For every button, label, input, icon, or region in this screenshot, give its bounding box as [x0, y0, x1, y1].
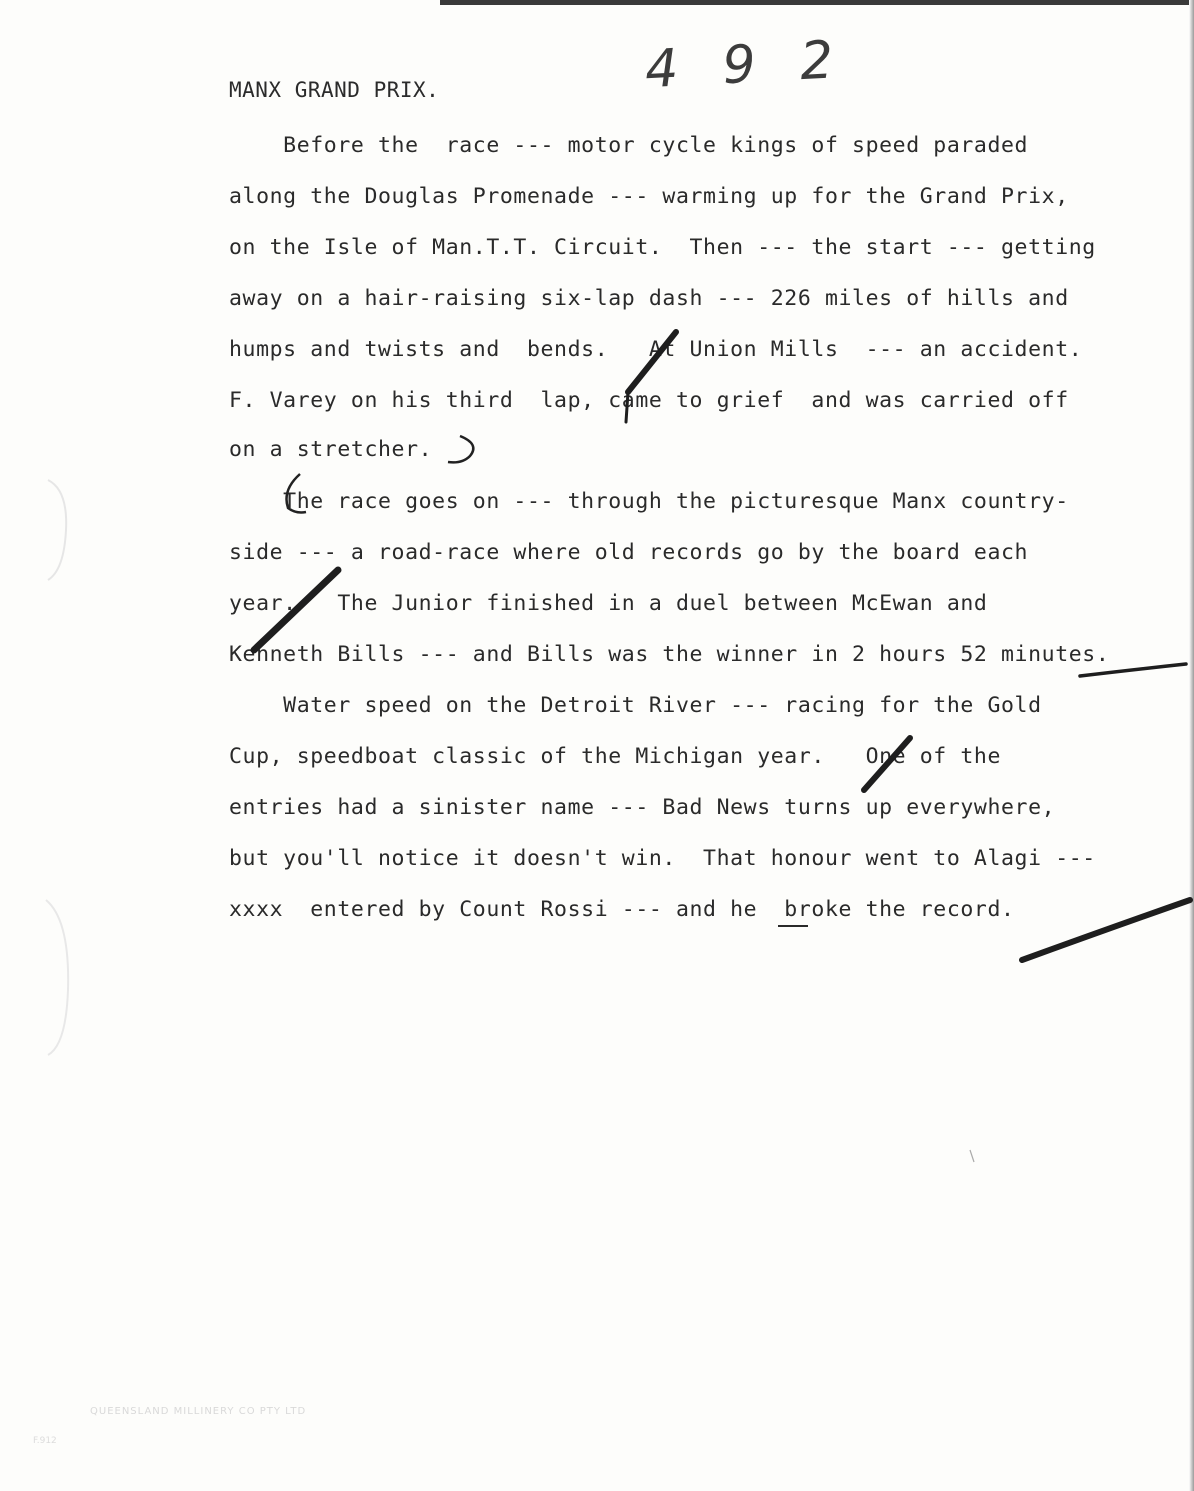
- text-line-2: along the Douglas Promenade --- warming up for the Grand Prix,: [229, 184, 1069, 209]
- binder-hole-bottom: [46, 900, 68, 1055]
- top-edge-rule: [440, 0, 1194, 5]
- form-number: F.912: [33, 1436, 57, 1446]
- text-line-4: away on a hair-raising six-lap dash --- 226 miles of hills and: [229, 286, 1069, 311]
- text-line-1: Before the race --- motor cycle kings of speed paraded: [229, 133, 1029, 158]
- bracket-close-stretcher: [448, 436, 473, 462]
- text-line-13: Cup, speedboat classic of the Michigan year. One of the: [229, 744, 1002, 769]
- text-line-10: year. The Junior finished in a duel between McEwan and: [229, 591, 988, 616]
- binder-hole-top: [48, 480, 66, 580]
- handwritten-page-number: 4 9 2: [643, 29, 849, 101]
- text-line-5: humps and twists and bends. At Union Mills --- an accident.: [229, 337, 1083, 362]
- stray-mark: [970, 1150, 974, 1162]
- text-line-15: but you'll notice it doesn't win. That honour went to Alagi ---: [229, 846, 1096, 871]
- text-line-9: side --- a road-race where old records go by the board each: [229, 540, 1029, 565]
- binder-hole-shadows: [38, 470, 78, 1060]
- text-line-7: on a stretcher.: [229, 437, 433, 462]
- text-line-12: Water speed on the Detroit River --- racing for the Gold: [229, 693, 1042, 718]
- text-line-11: Kenneth Bills --- and Bills was the winner in 2 hours 52 minutes.: [229, 642, 1110, 667]
- right-edge-shadow: [1189, 0, 1194, 1491]
- text-line-16: xxxx entered by Count Rossi --- and he broke the record.: [229, 897, 1015, 922]
- text-line-8: The race goes on --- through the picturesque Manx country-: [229, 489, 1069, 514]
- end-stroke-mark: [1022, 900, 1190, 960]
- text-line-6: F. Varey on his third lap, came to grief and was carried off: [229, 388, 1069, 413]
- text-line-3: on the Isle of Man.T.T. Circuit. Then --- the start --- getting: [229, 235, 1096, 260]
- printer-footer-stamp: QUEENSLAND MILLINERY CO PTY LTD: [90, 1406, 307, 1417]
- text-line-14: entries had a sinister name --- Bad News turns up everywhere,: [229, 795, 1056, 820]
- document-title: MANX GRAND PRIX.: [229, 78, 440, 102]
